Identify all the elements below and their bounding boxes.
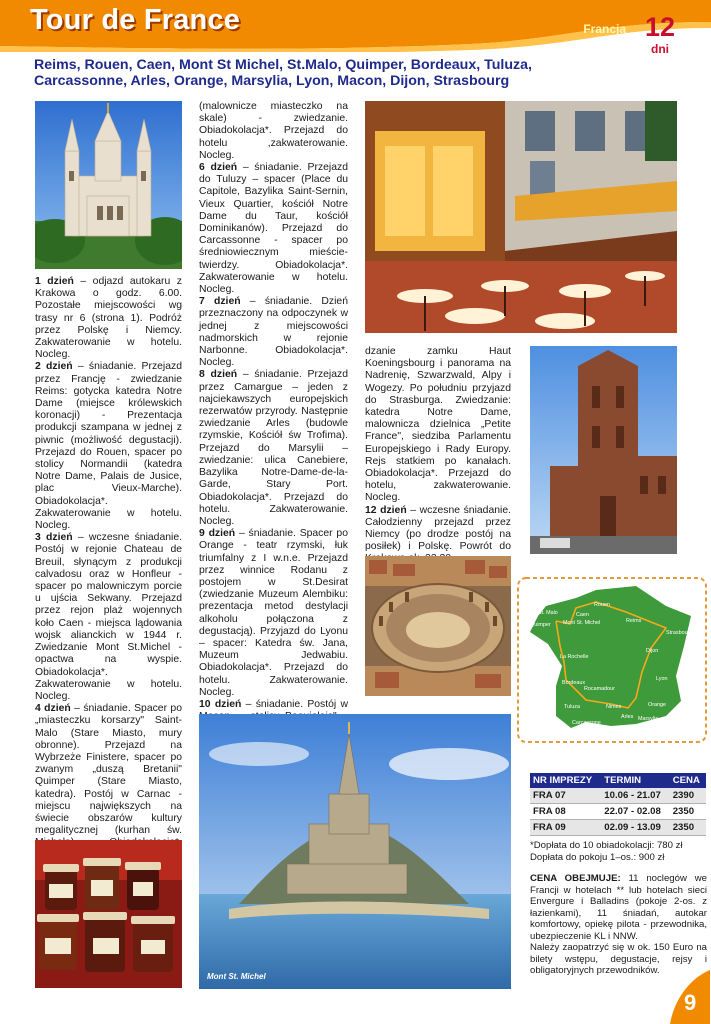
day-1-paragraph	[35, 276, 182, 361]
day-text: – śniadanie. Postój w	[245, 698, 348, 710]
day-text: – śniadanie. Przejazd do Tuluzy – spacer (Place du Capitole, Bazylika Saint-Sernin, Vieux Quartier, kościół Notre Dame du Taur, kościół Dominikanów). Przejazd do Carcassonne - spacer po średniowiecznym mieście-twierdzy. Obiadokolacja*. Zakwaterowanie w hotelu. Nocleg.	[199, 162, 348, 296]
day-text: (malownicze miasteczko na skale) - zwiedzanie. Obiadokolacja*. Przejazd do hotelu ,zakwaterowanie. Nocleg.	[199, 101, 348, 161]
days-number: 12	[644, 12, 676, 42]
map-label: Carcassone	[572, 720, 601, 726]
day-label: 9 dzień	[199, 528, 236, 540]
photo-preserves	[35, 840, 182, 988]
table-cell: 22.07 - 02.08	[601, 804, 669, 820]
route-map	[516, 576, 708, 744]
map-label: Orange	[648, 702, 666, 708]
map-label: Nimes	[606, 704, 622, 710]
table-row	[530, 820, 706, 836]
table-cell: 02.09 - 13.09	[601, 820, 669, 836]
page-number: 9	[684, 990, 697, 1015]
table-cell: FRA 08	[530, 804, 601, 820]
page-title: Tour de France	[30, 4, 241, 36]
photo-mont-st-michel	[199, 714, 511, 989]
column-header: TERMIN	[601, 773, 669, 788]
price-section	[530, 773, 707, 977]
supplement-note: *Dopłata do 10 obiadokolacji: 780 zł	[530, 840, 683, 851]
day-text: – śniadanie. Spacer po Orange - teatr rzymski, łuk triumfalny z I w.n.e. Przejazd przez winnice Rodanu z postojem w St.Desirat (zwiedzanie Muzeum Alembiku: prezentacja metod destylacji alkoholu połączona z degustacją). Przyjazd do Lyonu – spacer: Katedra św. Jana, Muzeum Jedwabiu. Obiadokolacja*. Przejazd do hotelu. Zakwaterowanie. Nocleg.	[199, 528, 348, 698]
day-text: – śniadanie. Dzień przeznaczony na odpoczynek w jednej z miejscowości nadmorskich w rejonie Narbonne. Obiadokolacja*. Nocleg.	[199, 296, 348, 369]
day-label: 12 dzień	[365, 504, 407, 516]
day-6-paragraph	[199, 162, 348, 296]
day-3-paragraph	[35, 532, 182, 703]
includes-text: 11 noclegów we Francji w hotelach ** lub hotelach sieci Envergure i Balladins (pokoje 2-os. z łazienkami), 11 śniadań, autokar komfortowy, opiekę pilota - przewodnika, ubezpieczenie KL i NNW.	[530, 873, 707, 942]
map-label: Reims	[626, 618, 642, 624]
day-label: 6 dzień	[199, 162, 238, 174]
table-cell: FRA 09	[530, 820, 601, 836]
day-label: 2 dzień	[35, 361, 73, 373]
day-text: – śniadanie. Przejazd przez Francję - zwiedzanie Reims: gotycka katedra Notre Dame (miejsce królewskich koronacji) - Prezentacja produkcji szampana w jednej z piwnic (możliwość degustacji). Przejazd do Rouen, spacer po stolicy Normandii (katedra Notre Dame, Palais de Jusice, plac Vieux-Marche). Obiadokolacja*. Zakwaterowanie w hotelu. Nocleg.	[35, 361, 182, 532]
day-label: 4 dzień	[35, 703, 71, 715]
day-2-paragraph	[35, 361, 182, 532]
category-label: Komfort	[575, 38, 626, 53]
map-label: Lyon	[656, 676, 668, 682]
day-text: – śniadanie. Przejazd przez Camargue – jeden z najciekawszych europejskich rezerwatów przyrody. Następnie zwiedzanie Arles (budowle rzymskie, Kościół św Trofima). Przejazd do Marsylii – zwiedzanie: ulica Canebiere, Bazylika Notre-Dame-de-la-Garde, Stary Port. Obiadokolacja*. Przejazd do hotelu. Zakwaterowanie. Nocleg.	[199, 369, 348, 527]
day-11-continued	[365, 346, 511, 505]
day-label: 10 dzień	[199, 698, 242, 710]
price-table	[530, 773, 706, 836]
day-9-paragraph	[199, 528, 348, 699]
day-label: 1 dzień	[35, 276, 74, 287]
map-label: Caen	[576, 612, 589, 618]
table-cell: FRA 07	[530, 788, 601, 804]
day-label: 3 dzień	[35, 532, 73, 544]
map-label: Mont St. Michel	[563, 620, 601, 626]
day-label: 8 dzień	[199, 369, 238, 381]
day-text: – odjazd autokaru z Krakowa o godz. 6.00. Pozostałe miejscowości wg trasy nr 6 (strona 1). Podróż przez Polskę i Niemcy. Zakwaterowanie w hotelu. Nocleg.	[35, 276, 182, 361]
map-label: Quimper	[530, 622, 551, 628]
table-cell: 10.06 - 21.07	[601, 788, 669, 804]
day-text: – śniadanie. Spacer po „miasteczku korsarzy" Saint-Malo (Stare Miasto, mury obronne). Przejazd na Wybrzeże Finistere, spacer po zwanym „duszą Bretanii" Quimper (Stare Miasto, katedra). Postój w Carnac - miejscu największych na świecie obszarów kultury megalitycznej (kurhan św.	[35, 703, 182, 837]
table-row	[530, 804, 706, 820]
day-5-continued	[199, 101, 348, 162]
column-header: NR IMPREZY	[530, 773, 601, 788]
table-cell: 2350	[670, 804, 706, 820]
map-label: Marsylia	[638, 716, 659, 722]
photo-arena	[365, 556, 511, 696]
table-row	[530, 788, 706, 804]
map-label: La Rochelle	[560, 654, 589, 660]
table-cell: 2390	[670, 788, 706, 804]
includes-label: CENA OBEJMUJE:	[530, 873, 621, 884]
single-room-note: Dopłata do pokoju 1–os.: 900 zł	[530, 851, 665, 863]
map-label: Bordeaux	[562, 680, 586, 686]
column-header: CENA	[670, 773, 706, 788]
price-includes	[530, 873, 707, 942]
day-label: 7 dzień	[199, 296, 241, 308]
map-label: Tuluza	[564, 704, 580, 710]
photo-cafe-terrace	[365, 101, 677, 333]
price-table-header	[530, 773, 706, 788]
map-label: St. Malo	[538, 610, 558, 616]
extra-costs-note: Należy zaopatrzyć się w ok. 150 Euro na bilety wstępu, degustacje, rejsy i obligatoryjnych przewodników.	[530, 942, 707, 976]
photo-church-tower	[530, 346, 677, 554]
map-label: Dijon	[646, 648, 659, 654]
day-7-paragraph	[199, 296, 348, 369]
days-label: dni	[651, 42, 669, 56]
table-cell: 2350	[670, 820, 706, 836]
day-text: dzanie zamku Haut Koeningsbourg i panorama na Nadrenię, Szwarzwald, Alpy i Wogezy. Po południu przyjazd do Strasburga. Zwiedzanie: katedra Notre Dame, malownicza dzielnica „Petite France", siedziba Parlamentu Europejskiego i Rady Europy. Rejs statkiem po kanałach. Obiadokolacja*. Przejazd do hotelu, zakwaterowanie. Nocleg.	[365, 346, 511, 504]
map-label: Rouen	[594, 602, 610, 608]
photo-caption: Mont St. Michel	[207, 972, 266, 981]
country-label: Francja	[583, 22, 626, 36]
day-8-paragraph	[199, 369, 348, 528]
map-label: Arles	[621, 714, 634, 720]
day-text: – wczesne śniadanie. Całodzienny przejazd przez Niemcy (po drodze postój na posiłek) i Polskę. Powrót do	[365, 504, 511, 553]
itinerary-column-3	[365, 346, 511, 566]
route-heading: Reims, Rouen, Caen, Mont St Michel, St.Malo, Quimper, Bordeaux, Tuluza, Carcassonne, Arles, Orange, Marsylia, Lyon, Macon, Dijon, Strasbourg	[34, 57, 532, 89]
photo-basilica	[35, 101, 182, 269]
map-label: Rocamadour	[584, 686, 615, 692]
map-label: Strasbourg	[666, 630, 693, 636]
day-text: – wczesne śniadanie. Postój w rejonie Chateau de Breuil, słynącym z produkcji calvadosu oraz w Honfleur - spacer po malowniczym porcie u ujścia Sekwany. Przejazd przez rejon plaż wojennych koło Caen - miejsca lądowania wojsk alianckich w 1944 r. Zwiedzanie Mont St.Michel - opactwa na wyspie. Obiadokolacja*. Zakwaterowanie w hotelu. Nocleg.	[35, 532, 182, 702]
